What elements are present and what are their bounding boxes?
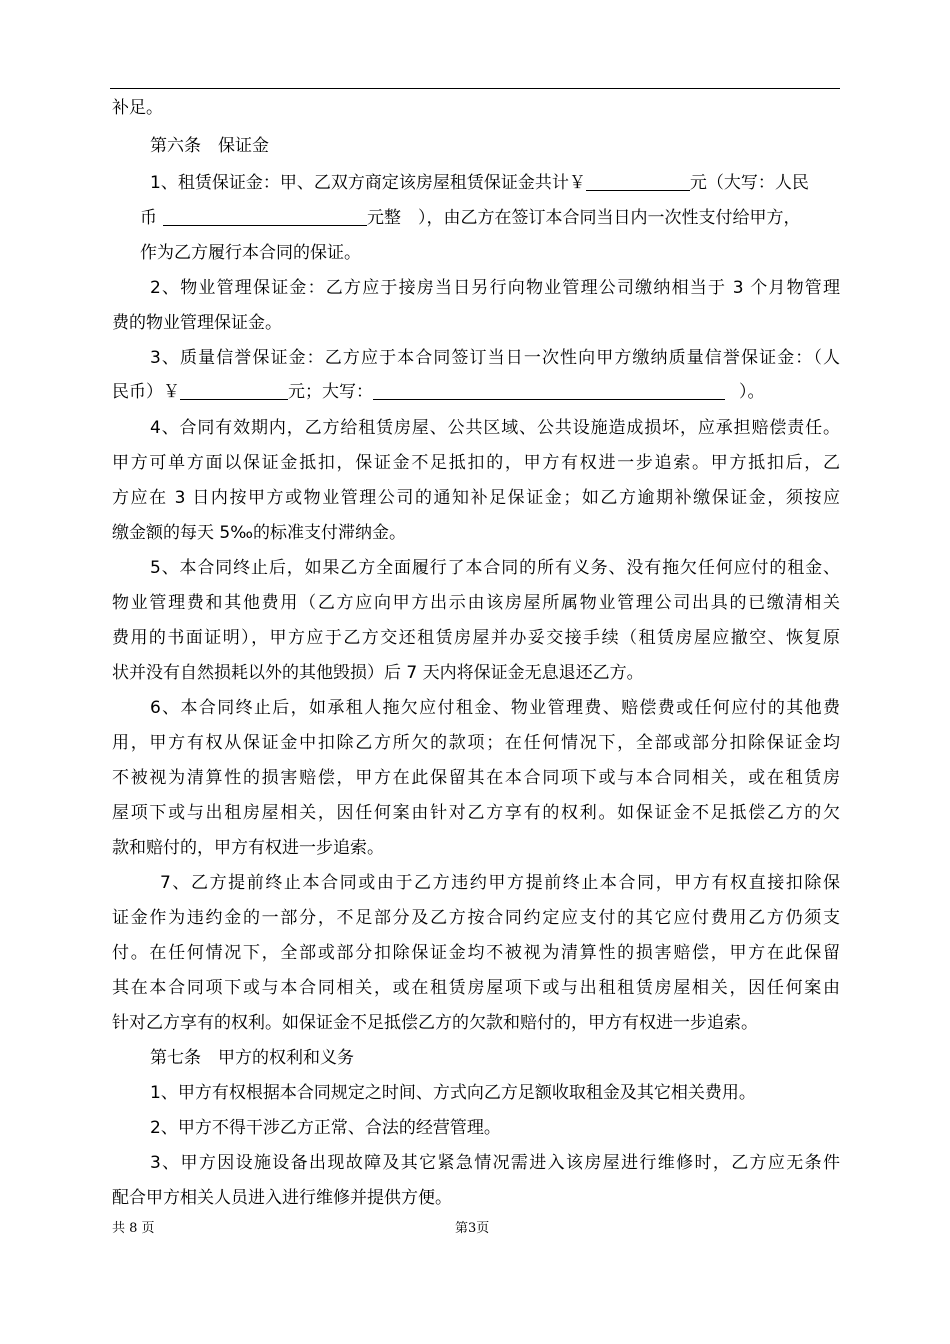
text-segment: 民币）￥ (112, 382, 180, 402)
quality-deposit-amount-blank (180, 382, 288, 400)
text-line: 方应在 3 日内按甲方或物业管理公司的通知补足保证金；如乙方逾期补缴保证金，须按应 (112, 488, 840, 508)
text-line: 配合甲方相关人员进入进行维修并提供方便。 (112, 1188, 452, 1208)
text-line: 付。在任何情况下，全部或部分扣除保证金均不被视为清算性的损害赔偿，甲方在此保留 (112, 943, 840, 963)
text-line: 3、甲方因设施设备出现故障及其它紧急情况需进入该房屋进行维修时，乙方应无条件 (150, 1153, 840, 1173)
text-line: 款和赔付的，甲方有权进一步追索。 (112, 838, 384, 858)
text-segment: 币 (140, 208, 157, 228)
article-6-heading: 第六条 保证金 (150, 136, 269, 156)
text-line: 作为乙方履行本合同的保证。 (140, 243, 361, 263)
text-line: 3、质量信誉保证金：乙方应于本合同签订当日一次性向甲方缴纳质量信誉保证金：（人 (150, 348, 840, 368)
text-segment: ）。 (739, 382, 765, 402)
text-line: 2、物业管理保证金：乙方应于接房当日另行向物业管理公司缴纳相当于 3 个月物管理 (150, 278, 840, 298)
text-line: 4、合同有效期内，乙方给租赁房屋、公共区域、公共设施造成损坏，应承担赔偿责任。 (150, 418, 840, 438)
text-line: 屋项下或与出租房屋相关，因任何案由针对乙方享有的权利。如保证金不足抵偿乙方的欠 (112, 803, 840, 823)
text-line: 7、乙方提前终止本合同或由于乙方违约甲方提前终止本合同，甲方有权直接扣除保 (160, 873, 840, 893)
text-line: 2、甲方不得干涉乙方正常、合法的经营管理。 (150, 1118, 501, 1138)
text-line: 费用的书面证明），甲方应于乙方交还租赁房屋并办妥交接手续（租赁房屋应撤空、恢复原 (112, 628, 840, 648)
text-line: 不被视为清算性的损害赔偿，甲方在此保留其在本合同项下或与本合同相关，或在租赁房 (112, 768, 840, 788)
clause-6-3-line-2 (112, 380, 812, 404)
text-line: 6、本合同终止后，如承租人拖欠应付租金、物业管理费、赔偿费或任何应付的其他费 (150, 698, 840, 718)
text-line: 物业管理费和其他费用（乙方应向甲方出示由该房屋所属物业管理公司出具的已缴清相关 (112, 593, 840, 613)
text-line: 费的物业管理保证金。 (112, 313, 282, 333)
text-line: 其在本合同项下或与本合同相关，或在租赁房屋项下或与出租租赁房屋相关，因任何案由 (112, 978, 840, 998)
clause-6-1-line-2 (140, 206, 840, 230)
text-line: 甲方可单方面以保证金抵扣，保证金不足抵扣的，甲方有权进一步追索。甲方抵扣后，乙 (112, 453, 840, 473)
text-line: 缴金额的每天 5‰的标准支付滞纳金。 (112, 523, 407, 543)
text-line: 5、本合同终止后，如果乙方全面履行了本合同的所有义务、没有拖欠任何应付的租金、 (150, 558, 840, 578)
text-line: 证金作为违约金的一部分，不足部分及乙方按合同约定应支付的其它应付费用乙方仍须支 (112, 908, 840, 928)
text-line: 补足。 (112, 98, 163, 118)
text-line: 1、甲方有权根据本合同规定之时间、方式向乙方足额收取租金及其它相关费用。 (150, 1083, 756, 1103)
text-line: 用，甲方有权从保证金中扣除乙方所欠的款项；在任何情况下，全部或部分扣除保证金均 (112, 733, 840, 753)
page-number: 第3页 (455, 1221, 490, 1236)
deposit-capital-amount-blank (163, 208, 367, 226)
text-segment: 1、租赁保证金：甲、乙双方商定该房屋租赁保证金共计￥ (150, 173, 586, 193)
quality-deposit-capital-blank (373, 382, 725, 400)
text-segment: 元整 ），由乙方在签订本合同当日内一次性支付给甲方， (367, 208, 801, 228)
article-7-heading: 第七条 甲方的权利和义务 (150, 1048, 354, 1068)
deposit-amount-blank (586, 173, 690, 191)
clause-6-1-line-1 (150, 171, 840, 195)
text-segment: 元；大写： (288, 382, 373, 402)
text-line: 针对乙方享有的权利。如保证金不足抵偿乙方的欠款和赔付的，甲方有权进一步追索。 (112, 1013, 758, 1033)
text-line: 状并没有自然损耗以外的其他毁损）后 7 天内将保证金无息退还乙方。 (112, 663, 644, 683)
text-segment: 元（大写：人民 (689, 173, 809, 193)
header-rule (110, 88, 840, 89)
total-pages: 共 8 页 (112, 1221, 155, 1236)
